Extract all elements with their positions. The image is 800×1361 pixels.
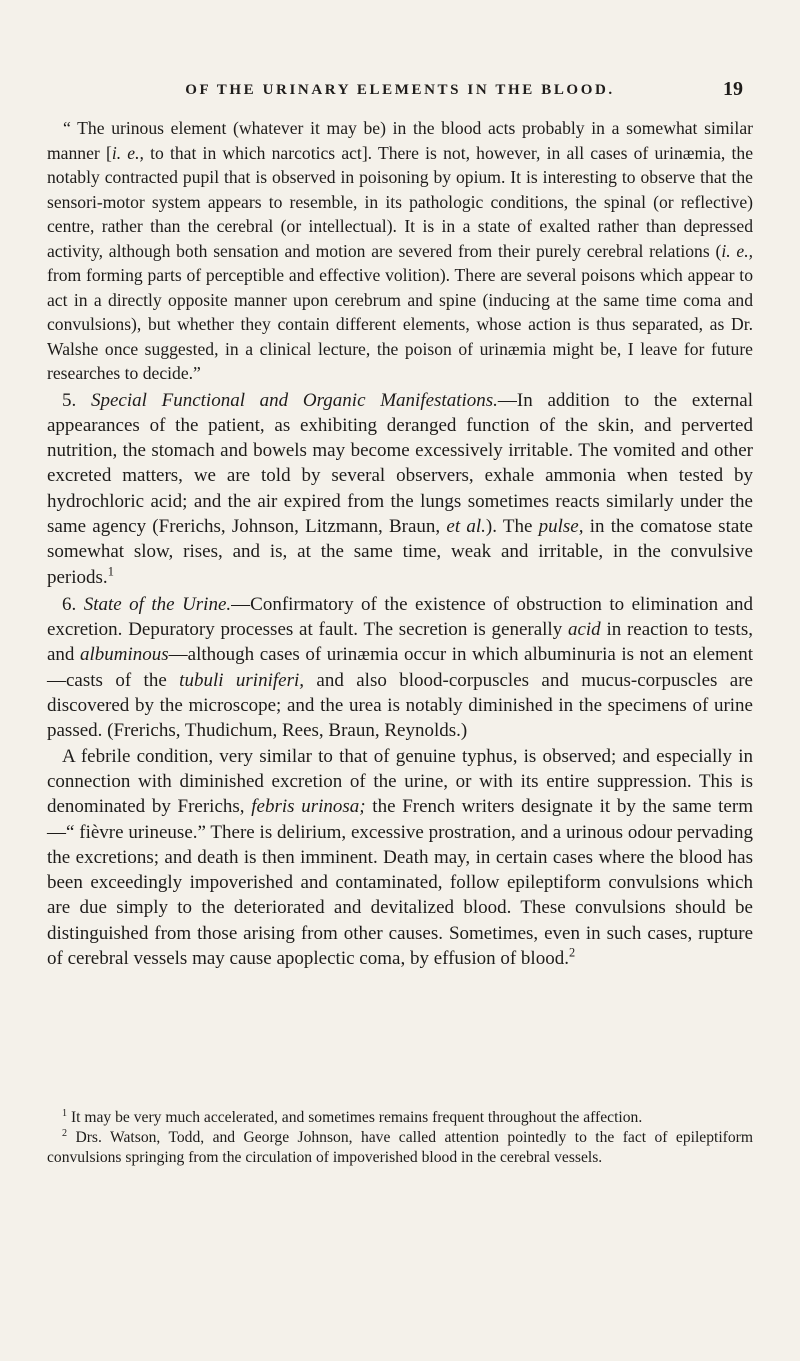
section-5-paragraph: 5. Special Functional and Organic Manifestations.—In addition to the external appearances of the patient, as exhibiting deranged function of the skin, and perverted nutrition, the stomach and bowels may become excessively irritable. The vomited and other excreted matters, we are told by several observers, exhale ammonia when tested by hydrochloric acid; and the air expired from the lungs sometimes reacts similarly under the same agency (Frerichs, Johnson, Litzmann, Braun, et al.). The pulse, in the comatose state somewhat slow, rises, and is, at the same time, weak and irritable, in the convulsive periods.$^1$ bbox=[47, 389, 753, 588]
section-5-heading: Special Functional and Organic Manifestations. bbox=[90, 389, 498, 411]
footnote-ref-1: 1 bbox=[107, 564, 114, 579]
running-title: OF THE URINARY ELEMENTS IN THE BLOOD. bbox=[185, 82, 615, 98]
febrile-paragraph: A febrile condition, very similar to that of genuine typhus, is observed; and especially in connection with diminished excretion of the urine, or with its entire suppression. This is denominated by Frerichs, febris urinosa; the French writers designate it by the same term—“ fièvre urineuse.” There is delirium, excessive prostration, and a urinous odour pervading the excretions; and death is then imminent. Death may, in certain cases where the blood has been exceedingly impoverished and contaminated, follow epileptiform convulsions which are due simply to the deteriorated and devitalized blood. These convulsions should be distinguished from those arising from other causes. Sometimes, even in such cases, rupture of cerebral vessels may cause apoplectic coma, by effusion of blood.$^2$ bbox=[47, 745, 753, 970]
footnote: $^1$ It may be very much accelerated, and sometimes remains frequent throughout the affection. bbox=[62, 1107, 643, 1126]
body-text bbox=[47, 116, 753, 971]
page-number: 19 bbox=[723, 78, 743, 100]
footnotes bbox=[47, 1108, 753, 1167]
footnote-ref-2: 2 bbox=[568, 945, 576, 960]
page-header bbox=[0, 78, 800, 108]
footnote: $^2$ Drs. Watson, Todd, and George Johnson, have called attention pointedly to the fact of epileptiform convulsions springing from the circulation of impoverished blood in the cerebral vessels. bbox=[47, 1127, 753, 1166]
section-6-paragraph: 6. State of the Urine.—Confirmatory of the existence of obstruction to elimination and excretion. Depuratory processes at fault. The secretion is generally acid in reaction to tests, and albuminous—although cases of urinæmia occur in which albuminuria is not an element—casts of the tubuli uriniferi, and also blood-corpuscles and mucus-corpuscles are discovered by the microscope; and the urea is notably diminished in the specimens of urine passed. (Frerichs, Thudichum, Rees, Braun, Reynolds.) bbox=[47, 593, 754, 742]
quotation-paragraph: “ The urinous element (whatever it may be) in the blood acts probably in a somewhat similar manner [i. e., to that in which narcotics act]. There is not, however, in all cases of urinæmia, the notably contracted pupil that is observed in poisoning by opium. It is interesting to observe that the sensori-motor system appears to resemble, in its pathologic conditions, the spinal (or reflective) centre, rather than the cerebral (or intellectual). It is in a state of exalted rather than depressed activity, although both sensation and motion are severed from their purely cerebral relations (i. e., from forming parts of perceptible and effective volition). There are several poisons which appear to act in a directly opposite manner upon cerebrum and spine (inducing at the same time coma and convulsions), but whether they contain different elements, whose action is thus separated, as Dr. Walshe once suggested, in a clinical lecture, the poison of urinæmia might be, I leave for future researches to decide.” bbox=[47, 118, 753, 383]
section-6-heading: State of the Urine. bbox=[83, 593, 232, 615]
